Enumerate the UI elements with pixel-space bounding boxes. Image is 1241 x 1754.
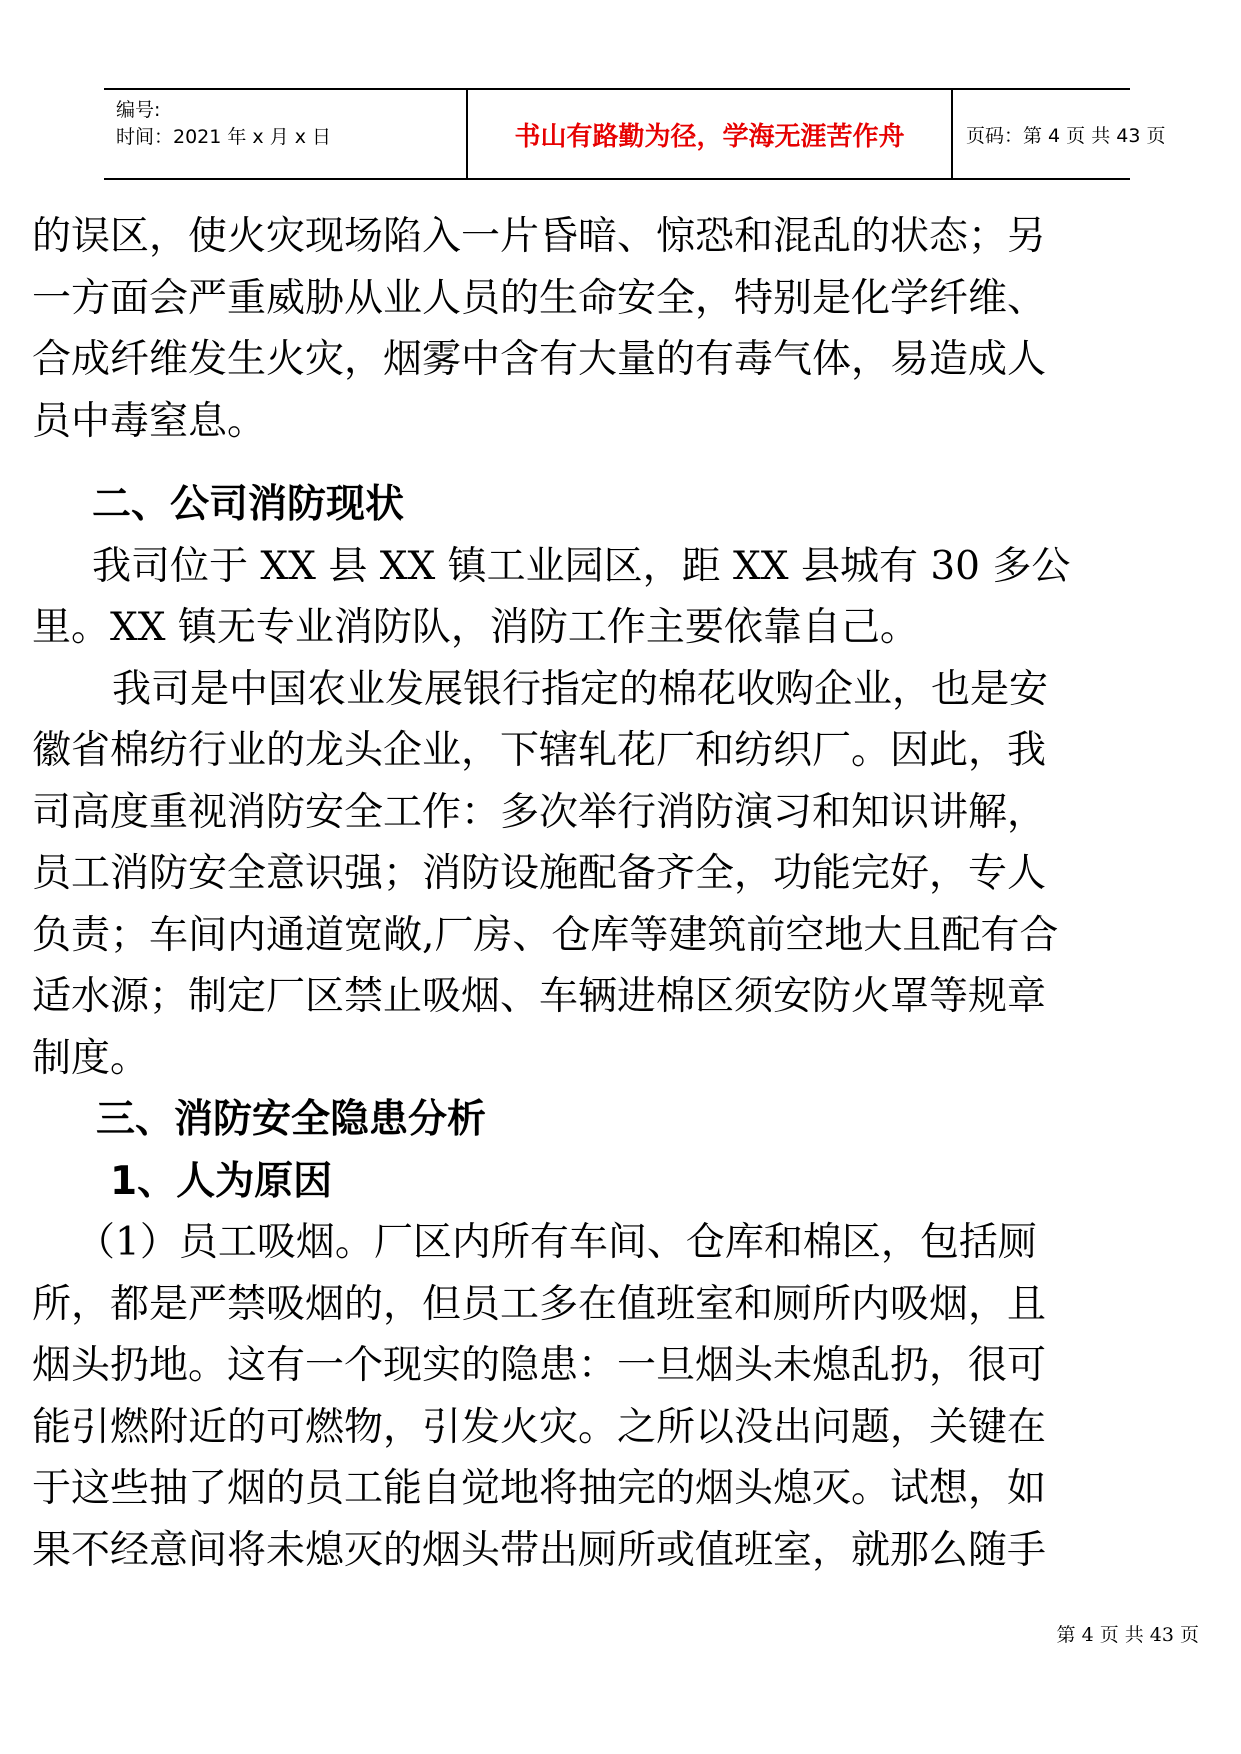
paragraph-line: 合成纤维发生火灾，烟雾中含有大量的有毒气体，易造成人 — [32, 337, 1047, 382]
header-page-label: 页码：第 4 页 共 43 页 — [966, 124, 1166, 147]
page-footer: 第 4 页 共 43 页 — [1056, 1624, 1199, 1646]
paragraph-line: 司高度重视消防安全工作：多次举行消防演习和知识讲解， — [32, 789, 1047, 835]
paragraph-line: 徽省棉纺行业的龙头企业，下辖轧花厂和纺织厂。因此，我 — [32, 728, 1047, 773]
subsection-heading-human: 1、人为原因 — [110, 1158, 333, 1204]
paragraph-line: 里。XX 镇无专业消防队，消防工作主要依靠自己。 — [32, 605, 919, 650]
header-time-label: 时间：2021 年 x 月 x 日 — [116, 126, 332, 148]
paragraph-line: 员工消防安全意识强；消防设施配备齐全，功能完好，专人 — [32, 851, 1047, 896]
section-heading-hazards: 三、消防安全隐患分析 — [96, 1097, 487, 1142]
paragraph-line: 我司位于 XX 县 XX 镇工业园区，距 XX 县城有 30 多公 — [92, 543, 1071, 589]
paragraph-line: 的误区，使火灾现场陷入一片昏暗、惊恐和混乱的状态；另 — [32, 214, 1047, 259]
paragraph-line: 于这些抽了烟的员工能自觉地将抽完的烟头熄灭。试想，如 — [32, 1466, 1047, 1511]
document-body — [32, 206, 1212, 1581]
header-number-label: 编号: — [116, 99, 161, 121]
paragraph-line: 适水源；制定厂区禁止吸烟、车辆进棉区须安防火罩等规章 — [32, 974, 1047, 1019]
paragraph-line: （1）员工吸烟。厂区内所有车间、仓库和棉区，包括厕 — [76, 1220, 1037, 1265]
header-meta — [116, 90, 466, 178]
paragraph-line: 一方面会严重威胁从业人员的生命安全，特别是化学纤维、 — [32, 275, 1047, 321]
paragraph-line: 员中毒窒息。 — [32, 398, 267, 444]
paragraph-line: 我司是中国农业发展银行指定的棉花收购企业，也是安 — [112, 666, 1049, 712]
paragraph-line: 制度。 — [32, 1035, 150, 1081]
section-heading-status: 二、公司消防现状 — [92, 482, 405, 527]
page-header — [104, 88, 1166, 180]
paragraph-line: 烟头扔地。这有一个现实的隐患：一旦烟头未熄乱扔，很可 — [32, 1343, 1047, 1388]
paragraph-line: 负责；车间内通道宽敞,厂房、仓库等建筑前空地大且配有合 — [32, 912, 1059, 958]
paragraph-line: 能引燃附近的可燃物，引发火灾。之所以没出问题，关键在 — [32, 1404, 1047, 1450]
paragraph-line: 所，都是严禁吸烟的，但员工多在值班室和厕所内吸烟，且 — [32, 1281, 1047, 1327]
header-divider-right — [951, 90, 953, 178]
header-motto: 书山有路勤为径，学海无涯苦作舟 — [514, 121, 905, 152]
paragraph-line: 果不经意间将未熄灭的烟头带出厕所或值班室，就那么随手 — [32, 1527, 1047, 1573]
